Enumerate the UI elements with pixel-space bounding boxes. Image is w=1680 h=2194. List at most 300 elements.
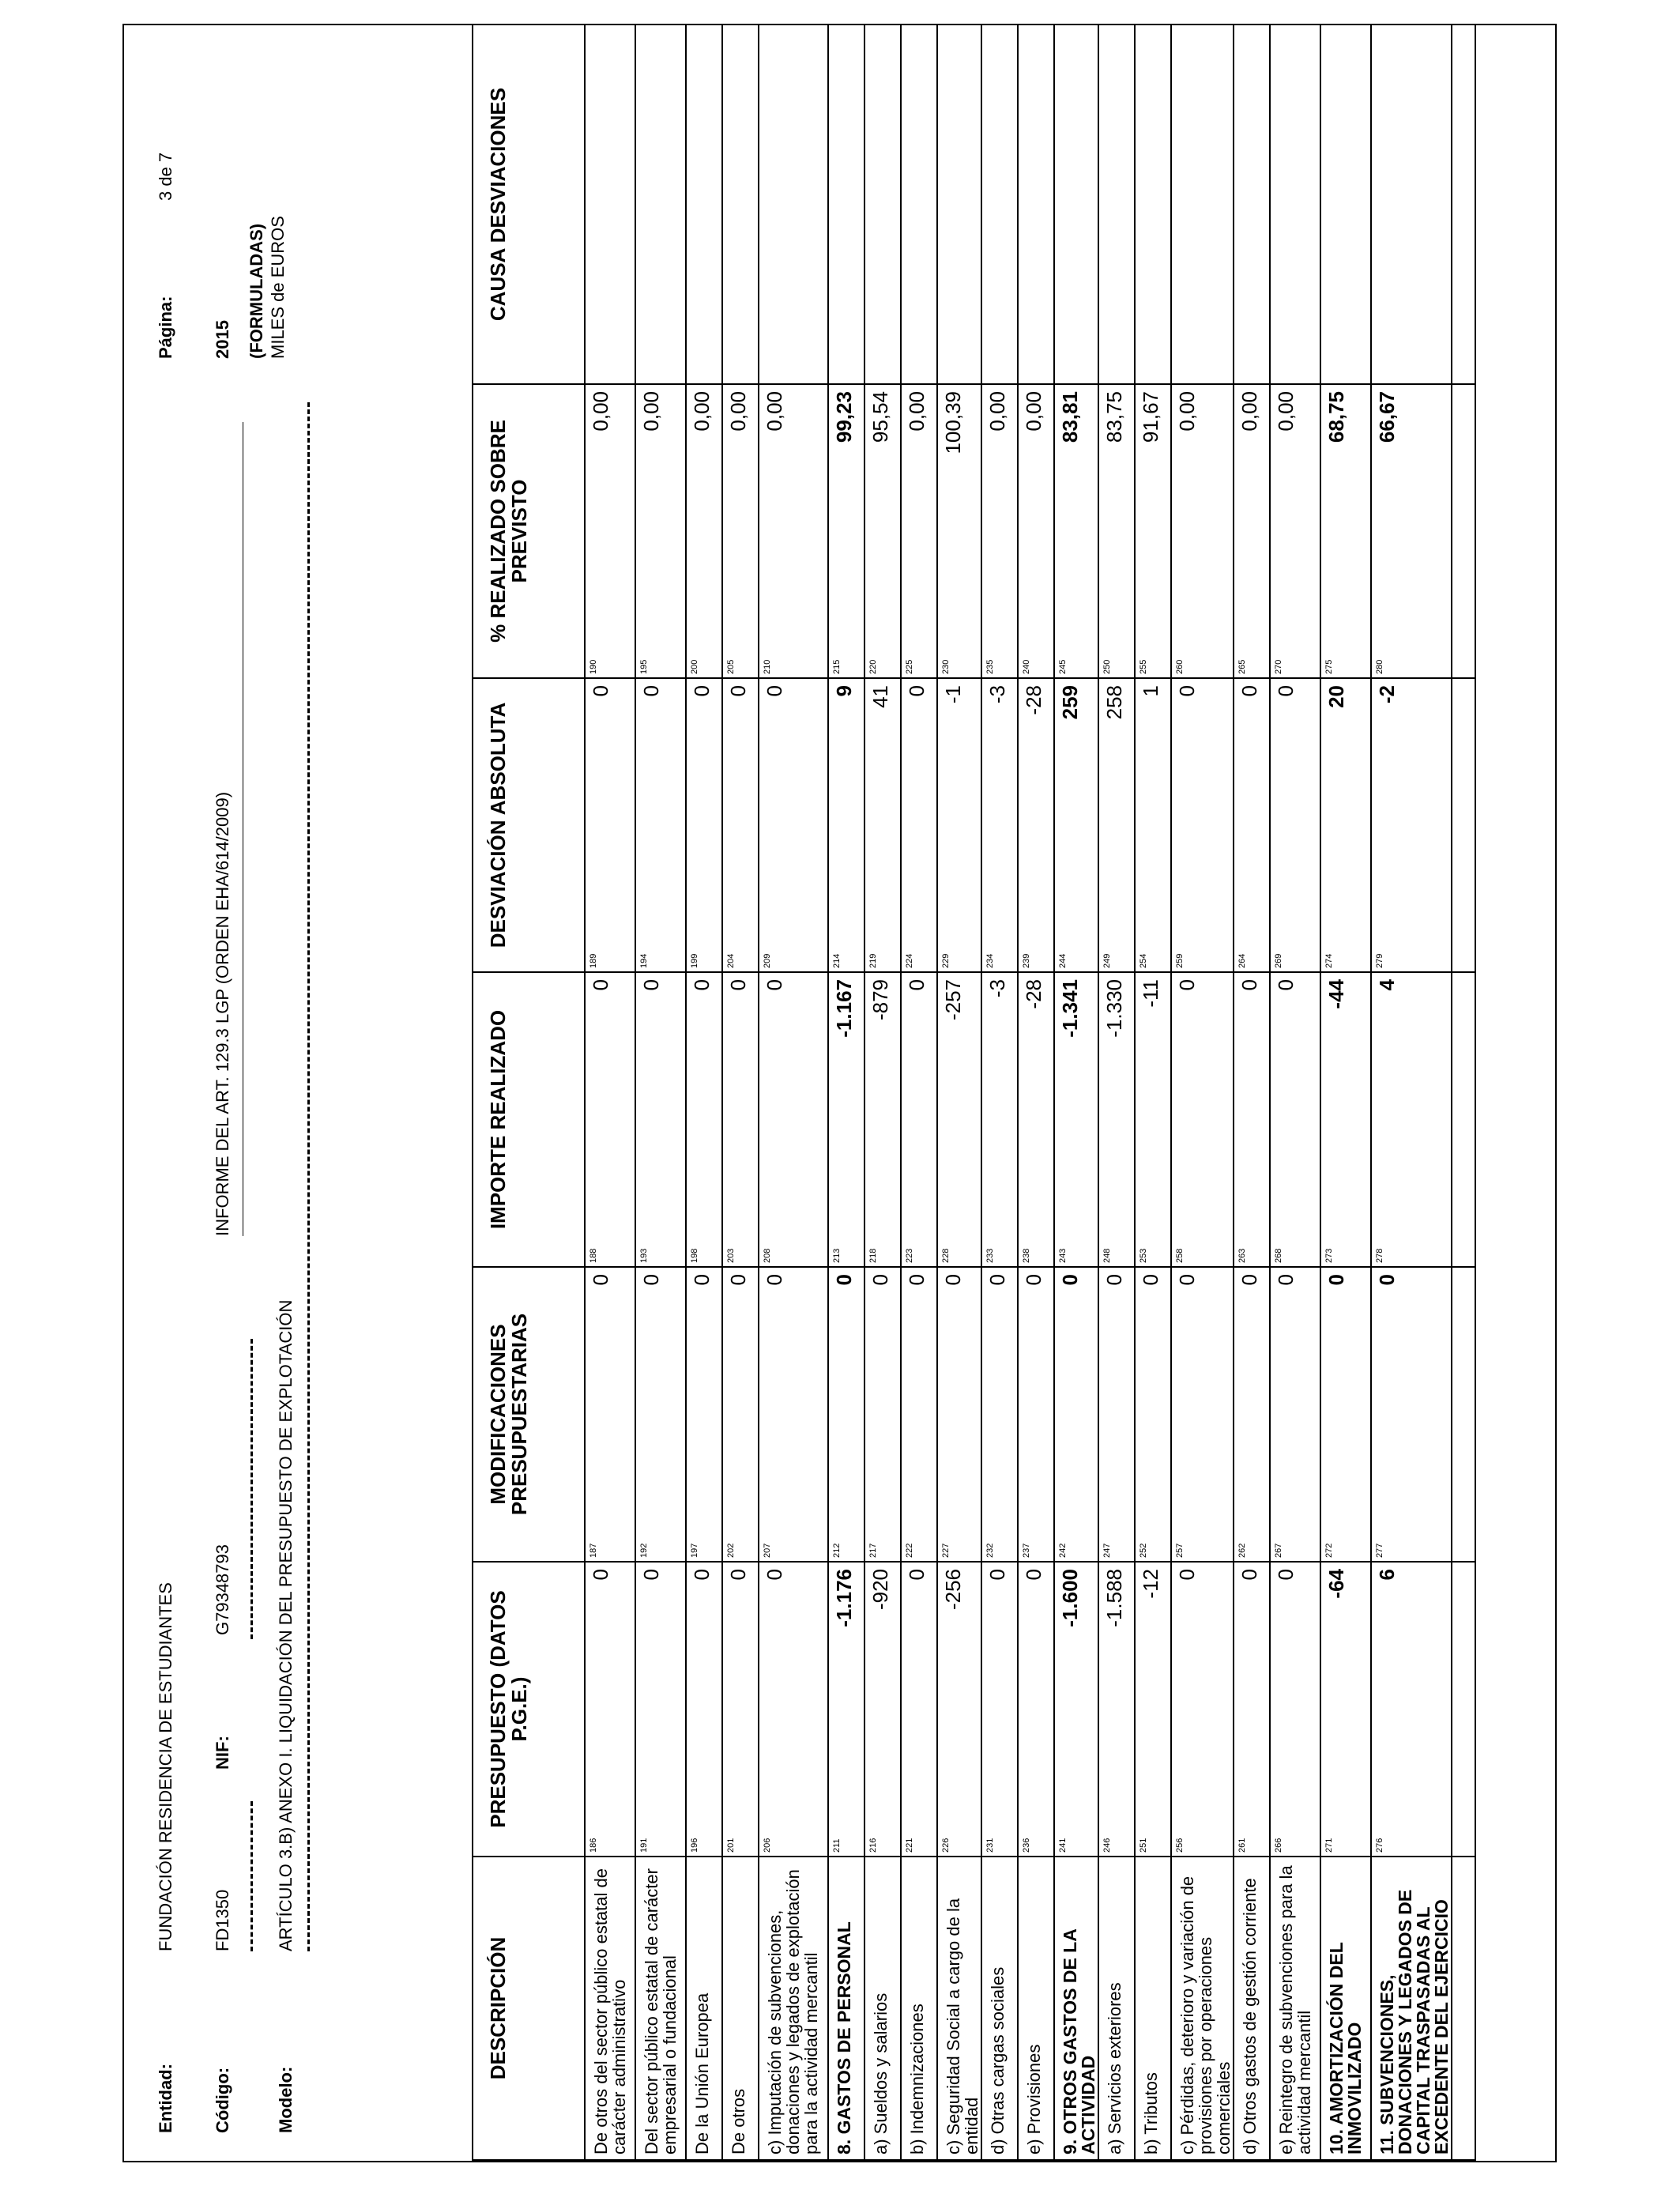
cell-value: 0 (1022, 1274, 1045, 1286)
cell-value: -1.600 (1058, 1569, 1082, 1627)
cell-causa (635, 25, 686, 384)
cell-value: 0 (1175, 685, 1199, 697)
cell-desviacion (1320, 678, 1371, 972)
cell-value: -64 (1324, 1569, 1348, 1599)
cell-code: 187 (589, 1543, 598, 1558)
table-header-row (473, 25, 585, 2160)
cell-porcentaje (901, 384, 937, 678)
row-descripcion: De otros (722, 1857, 759, 2160)
cell-code: 279 (1375, 953, 1384, 968)
cell-porcentaje (1054, 384, 1098, 678)
table-row (1371, 25, 1452, 2160)
cell-code: 229 (941, 953, 951, 968)
cell-desviacion (635, 678, 686, 972)
cell-importe (759, 972, 828, 1267)
cell-value: 0 (905, 1274, 929, 1286)
cell-code: 253 (1139, 1248, 1148, 1263)
cell-importe (937, 972, 981, 1267)
nif-label: NIF: (213, 1736, 232, 1770)
cell-value: 258 (1102, 685, 1126, 720)
cell-code: 218 (868, 1248, 878, 1263)
col-header-desviacion: DESVIACIÓN ABSOLUTA (473, 678, 585, 972)
cell-porcentaje (864, 384, 901, 678)
row-descripcion: Del sector público estatal de carácter empresarial o fundacional (635, 1857, 686, 2160)
cell-code: 208 (763, 1248, 772, 1263)
table-row (722, 25, 759, 2160)
cell-desviacion (937, 678, 981, 972)
cell-code: 258 (1175, 1248, 1185, 1263)
table-row (981, 25, 1018, 2160)
cell-value: 0 (1324, 1274, 1348, 1286)
cell-value: 95,54 (868, 391, 892, 443)
table-row (937, 25, 981, 2160)
cell-code: 225 (905, 659, 914, 674)
cell-code: 221 (905, 1838, 914, 1853)
cell-desviacion (1371, 678, 1452, 972)
cell-desviacion (1135, 678, 1171, 972)
cell-code: 275 (1324, 659, 1334, 674)
cell-value: 0 (763, 979, 786, 991)
row-descripcion: 9. OTROS GASTOS DE LA ACTIVIDAD (1054, 1857, 1098, 2160)
cell-value: -1.167 (832, 979, 856, 1038)
table-row (1234, 25, 1270, 2160)
cell-importe (1371, 972, 1452, 1267)
table-row (1098, 25, 1135, 2160)
row-descripcion: De la Unión Europea (686, 1857, 722, 2160)
cell-value: -28 (1022, 979, 1045, 1009)
cell-value: 0,00 (1022, 391, 1045, 432)
cell-code: 189 (589, 953, 598, 968)
cell-code: 197 (690, 1543, 699, 1558)
rotated-page (124, 25, 1555, 2161)
cell-code: 215 (832, 659, 842, 674)
cell-causa (1018, 25, 1054, 384)
cell-value: 66,67 (1375, 391, 1399, 443)
table-row (759, 25, 828, 2160)
cell-porcentaje (1234, 384, 1270, 678)
row-descripcion: e) Reintegro de subvenciones para la actividad mercantil (1270, 1857, 1320, 2160)
cell-porcentaje (1320, 384, 1371, 678)
cell-value: 0 (868, 1274, 892, 1286)
cell-porcentaje (635, 384, 686, 678)
cell-value: 0 (639, 685, 663, 697)
cell-value: -3 (985, 979, 1009, 998)
table-row (1171, 25, 1234, 2160)
cell-value: 0,00 (1274, 391, 1298, 432)
cell-code: 259 (1175, 953, 1185, 968)
cell-value: -879 (868, 979, 892, 1021)
cell-modificaciones (686, 1267, 722, 1562)
cell-desviacion (1234, 678, 1270, 972)
cell-presupuesto (1135, 1562, 1171, 1857)
cell-desviacion (686, 678, 722, 972)
cell-value: 0 (1375, 1274, 1399, 1286)
cell-code: 270 (1274, 659, 1283, 674)
cell-causa (1171, 25, 1234, 384)
cell-code: 213 (832, 1248, 842, 1263)
cell-value: 83,75 (1102, 391, 1126, 443)
cell-presupuesto (981, 1562, 1018, 1857)
cell-presupuesto (1171, 1562, 1234, 1857)
entidad-value: FUNDACIÓN RESIDENCIA DE ESTUDIANTES (156, 1582, 175, 1951)
cell-modificaciones (759, 1267, 828, 1562)
cell-presupuesto (759, 1562, 828, 1857)
cell-code: 195 (639, 659, 649, 674)
cell-value: -257 (941, 979, 965, 1021)
cell-value: 0 (905, 979, 929, 991)
cell-causa (585, 25, 635, 384)
row-descripcion: b) Indemnizaciones (901, 1857, 937, 2160)
cell-modificaciones (1320, 1267, 1371, 1562)
row-descripcion: a) Sueldos y salarios (864, 1857, 901, 2160)
table-row (901, 25, 937, 2160)
formuladas-value: (FORMULADAS) (247, 223, 266, 359)
cell-value: 0 (589, 1274, 612, 1286)
cell-code: 269 (1274, 953, 1283, 968)
row-descripcion: b) Tributos (1135, 1857, 1171, 2160)
cell-value: 0 (639, 1569, 663, 1581)
cell-code: 257 (1175, 1543, 1185, 1558)
cell-importe (585, 972, 635, 1267)
cell-value: 0 (763, 1569, 786, 1581)
entidad-label: Entidad: (156, 2064, 175, 2133)
cell-presupuesto (1320, 1562, 1371, 1857)
cell-modificaciones (1234, 1267, 1270, 1562)
cell-value: 0 (690, 685, 714, 697)
cell-code: 246 (1102, 1838, 1112, 1853)
cell-importe (1054, 972, 1098, 1267)
cell-code: 245 (1058, 659, 1068, 674)
table-row (1135, 25, 1171, 2160)
table-row (1320, 25, 1371, 2160)
cell-code: 222 (905, 1543, 914, 1558)
modelo-label: Modelo: (276, 2066, 296, 2133)
cell-value: 4 (1375, 979, 1399, 991)
cell-value: -1.176 (832, 1569, 856, 1627)
cell-code: 238 (1022, 1248, 1031, 1263)
cell-value: -1.588 (1102, 1569, 1126, 1627)
cell-value: 0 (1175, 1274, 1199, 1286)
cell-porcentaje (828, 384, 864, 678)
cell-value: 0 (1237, 1274, 1261, 1286)
cell-importe (1234, 972, 1270, 1267)
cell-value: -2 (1375, 685, 1399, 704)
cell-value: 0 (832, 1274, 856, 1286)
cell-presupuesto (937, 1562, 981, 1857)
cell-code: 200 (690, 659, 699, 674)
cell-porcentaje (937, 384, 981, 678)
cell-code: 236 (1022, 1838, 1031, 1853)
cell-desviacion (1098, 678, 1135, 972)
cell-code: 271 (1324, 1838, 1334, 1853)
cell-value: 0 (726, 1274, 750, 1286)
cell-value: 0 (1058, 1274, 1082, 1286)
row-descripcion: d) Otros gastos de gestión corriente (1234, 1857, 1270, 2160)
nif-underline (250, 1339, 253, 1639)
cell-presupuesto (635, 1562, 686, 1857)
row-descripcion: c) Imputación de subvenciones, donaciones y legados de explotación para la actividad mercantil (759, 1857, 828, 2160)
cell-value: 0 (690, 979, 714, 991)
cell-code: 235 (985, 659, 995, 674)
filler-cell (1452, 972, 1475, 1267)
cell-importe (901, 972, 937, 1267)
cell-code: 198 (690, 1248, 699, 1263)
cell-causa (828, 25, 864, 384)
cell-value: 0 (1237, 685, 1261, 697)
cell-modificaciones (1098, 1267, 1135, 1562)
filler-cell (1452, 384, 1475, 678)
cell-value: 83,81 (1058, 391, 1082, 443)
cell-code: 211 (832, 1838, 842, 1853)
row-descripcion: 10. AMORTIZACIÓN DEL INMOVILIZADO (1320, 1857, 1371, 2160)
page-frame (122, 24, 1557, 2162)
cell-value: 0,00 (985, 391, 1009, 432)
pagina-value: 3 de 7 (156, 152, 175, 201)
filler-cell (1452, 1562, 1475, 1857)
cell-value: -256 (941, 1569, 965, 1611)
cell-value: 0 (1274, 1274, 1298, 1286)
cell-porcentaje (722, 384, 759, 678)
cell-code: 186 (589, 1838, 598, 1853)
cell-value: 9 (832, 685, 856, 697)
cell-causa (1371, 25, 1452, 384)
cell-value: 0 (589, 979, 612, 991)
cell-value: 0 (1274, 979, 1298, 991)
cell-porcentaje (585, 384, 635, 678)
cell-code: 249 (1102, 953, 1112, 968)
cell-value: 20 (1324, 685, 1348, 708)
cell-code: 273 (1324, 1248, 1334, 1263)
row-descripcion: 8. GASTOS DE PERSONAL (828, 1857, 864, 2160)
cell-presupuesto (1054, 1562, 1098, 1857)
unidades-value: MILES de EUROS (268, 216, 288, 359)
table-row (585, 25, 635, 2160)
cell-importe (864, 972, 901, 1267)
modelo-value: ARTÍCULO 3.B) ANEXO I. LIQUIDACIÓN DEL PRESUPUESTO DE EXPLOTACIÓN (276, 1299, 296, 1951)
cell-code: 247 (1102, 1543, 1112, 1558)
cell-value: 0,00 (1237, 391, 1261, 432)
filler-cell (1452, 1857, 1475, 2160)
cell-code: 272 (1324, 1543, 1334, 1558)
cell-modificaciones (1270, 1267, 1320, 1562)
cell-code: 248 (1102, 1248, 1112, 1263)
cell-code: 241 (1058, 1838, 1068, 1853)
cell-causa (1320, 25, 1371, 384)
cell-value: 0 (905, 1569, 929, 1581)
cell-causa (864, 25, 901, 384)
cell-desviacion (722, 678, 759, 972)
cell-value: 0 (1022, 1569, 1045, 1581)
cell-value: -3 (985, 685, 1009, 704)
cell-code: 192 (639, 1543, 649, 1558)
cell-code: 207 (763, 1543, 772, 1558)
cell-causa (901, 25, 937, 384)
cell-code: 267 (1274, 1543, 1283, 1558)
cell-presupuesto (1098, 1562, 1135, 1857)
cell-code: 251 (1139, 1838, 1148, 1853)
cell-code: 201 (726, 1838, 736, 1853)
cell-code: 219 (868, 953, 878, 968)
row-descripcion: e) Provisiones (1018, 1857, 1054, 2160)
col-header-descripcion: DESCRIPCIÓN (473, 1857, 585, 2160)
cell-code: 278 (1375, 1248, 1384, 1263)
cell-code: 209 (763, 953, 772, 968)
col-header-presupuesto: PRESUPUESTO (DATOS P.G.E.) (473, 1562, 585, 1857)
cell-value: 0 (589, 685, 612, 697)
cell-code: 262 (1237, 1543, 1247, 1558)
cell-value: 0 (1139, 1274, 1162, 1286)
cell-code: 263 (1237, 1248, 1247, 1263)
row-descripcion: a) Servicios exteriores (1098, 1857, 1135, 2160)
cell-importe (1320, 972, 1371, 1267)
table-row (635, 25, 686, 2160)
cell-code: 224 (905, 953, 914, 968)
cell-code: 216 (868, 1838, 878, 1853)
table-filler-row (1452, 25, 1475, 2160)
cell-code: 260 (1175, 659, 1185, 674)
cell-code: 240 (1022, 659, 1031, 674)
cell-code: 237 (1022, 1543, 1031, 1558)
cell-code: 204 (726, 953, 736, 968)
cell-desviacion (759, 678, 828, 972)
table-row (864, 25, 901, 2160)
cell-value: 0 (1175, 1569, 1199, 1581)
cell-desviacion (1171, 678, 1234, 972)
cell-porcentaje (759, 384, 828, 678)
cell-importe (722, 972, 759, 1267)
cell-code: 268 (1274, 1248, 1283, 1263)
cell-code: 196 (690, 1838, 699, 1853)
cell-code: 226 (941, 1838, 951, 1853)
cell-modificaciones (1135, 1267, 1171, 1562)
codigo-underline (250, 1801, 253, 1951)
table-row (1018, 25, 1054, 2160)
row-descripcion: c) Seguridad Social a cargo de la entidad (937, 1857, 981, 2160)
cell-modificaciones (1171, 1267, 1234, 1562)
cell-value: 100,39 (941, 391, 965, 454)
cell-desviacion (981, 678, 1018, 972)
cell-code: 194 (639, 953, 649, 968)
cell-porcentaje (1098, 384, 1135, 678)
cell-value: 0 (726, 685, 750, 697)
cell-presupuesto (1234, 1562, 1270, 1857)
cell-value: 0 (905, 685, 929, 697)
cell-modificaciones (722, 1267, 759, 1562)
cell-presupuesto (1270, 1562, 1320, 1857)
cell-code: 210 (763, 659, 772, 674)
cell-modificaciones (1018, 1267, 1054, 1562)
cell-porcentaje (1018, 384, 1054, 678)
cell-value: 0 (1175, 979, 1199, 991)
cell-causa (1135, 25, 1171, 384)
cell-desviacion (901, 678, 937, 972)
table-row (1270, 25, 1320, 2160)
codigo-label: Código: (213, 2067, 232, 2133)
cell-modificaciones (937, 1267, 981, 1562)
cell-causa (686, 25, 722, 384)
cell-value: 6 (1375, 1569, 1399, 1581)
modelo-underline (307, 402, 310, 1951)
cell-code: 265 (1237, 659, 1247, 674)
filler-cell (1452, 25, 1475, 384)
cell-desviacion (585, 678, 635, 972)
cell-presupuesto (1371, 1562, 1452, 1857)
cell-code: 239 (1022, 953, 1031, 968)
cell-code: 190 (589, 659, 598, 674)
cell-code: 232 (985, 1543, 995, 1558)
cell-porcentaje (1171, 384, 1234, 678)
cell-value: 259 (1058, 685, 1082, 720)
cell-code: 277 (1375, 1543, 1384, 1558)
cell-value: 0,00 (1175, 391, 1199, 432)
table-row (1054, 25, 1098, 2160)
col-header-porcentaje: % REALIZADO SOBRE PREVISTO (473, 384, 585, 678)
col-header-importe: IMPORTE REALIZADO (473, 972, 585, 1267)
cell-code: 203 (726, 1248, 736, 1263)
cell-value: 0 (690, 1569, 714, 1581)
cell-code: 274 (1324, 953, 1334, 968)
cell-value: -1.330 (1102, 979, 1126, 1038)
cell-causa (1234, 25, 1270, 384)
cell-desviacion (864, 678, 901, 972)
filler-cell (1452, 678, 1475, 972)
cell-importe (635, 972, 686, 1267)
row-descripcion: 11. SUBVENCIONES, DONACIONES Y LEGADOS DE CAPITAL TRASPASADAS AL EXCEDENTE DEL EJERCICIO (1371, 1857, 1452, 2160)
cell-value: -1.341 (1058, 979, 1082, 1038)
cell-code: 214 (832, 953, 842, 968)
cell-code: 217 (868, 1543, 878, 1558)
cell-modificaciones (864, 1267, 901, 1562)
cell-code: 242 (1058, 1543, 1068, 1558)
cell-value: 0 (985, 1569, 1009, 1581)
cell-causa (759, 25, 828, 384)
cell-importe (1018, 972, 1054, 1267)
cell-code: 255 (1139, 659, 1148, 674)
cell-code: 261 (1237, 1838, 1247, 1853)
cell-value: 0 (589, 1569, 612, 1581)
cell-causa (1270, 25, 1320, 384)
cell-presupuesto (901, 1562, 937, 1857)
cell-code: 231 (985, 1838, 995, 1853)
cell-code: 244 (1058, 953, 1068, 968)
cell-presupuesto (686, 1562, 722, 1857)
cell-value: 41 (868, 685, 892, 708)
cell-code: 250 (1102, 659, 1112, 674)
table-row (686, 25, 722, 2160)
cell-modificaciones (1054, 1267, 1098, 1562)
cell-code: 254 (1139, 953, 1148, 968)
cell-modificaciones (981, 1267, 1018, 1562)
cell-code: 264 (1237, 953, 1247, 968)
cell-causa (722, 25, 759, 384)
cell-value: -1 (941, 685, 965, 704)
col-header-causa: CAUSA DESVIACIONES (473, 25, 585, 384)
year-value: 2015 (213, 320, 232, 359)
cell-importe (686, 972, 722, 1267)
col-header-modificaciones: MODIFICACIONES PRESUPUESTARIAS (473, 1267, 585, 1562)
cell-code: 280 (1375, 659, 1384, 674)
cell-modificaciones (585, 1267, 635, 1562)
cell-causa (1054, 25, 1098, 384)
cell-code: 243 (1058, 1248, 1068, 1263)
cell-modificaciones (1371, 1267, 1452, 1562)
cell-value: 0 (690, 1274, 714, 1286)
cell-value: 0,00 (726, 391, 750, 432)
cell-code: 266 (1274, 1838, 1283, 1853)
cell-causa (937, 25, 981, 384)
filler-cell (1452, 1267, 1475, 1562)
cell-value: 0 (639, 979, 663, 991)
